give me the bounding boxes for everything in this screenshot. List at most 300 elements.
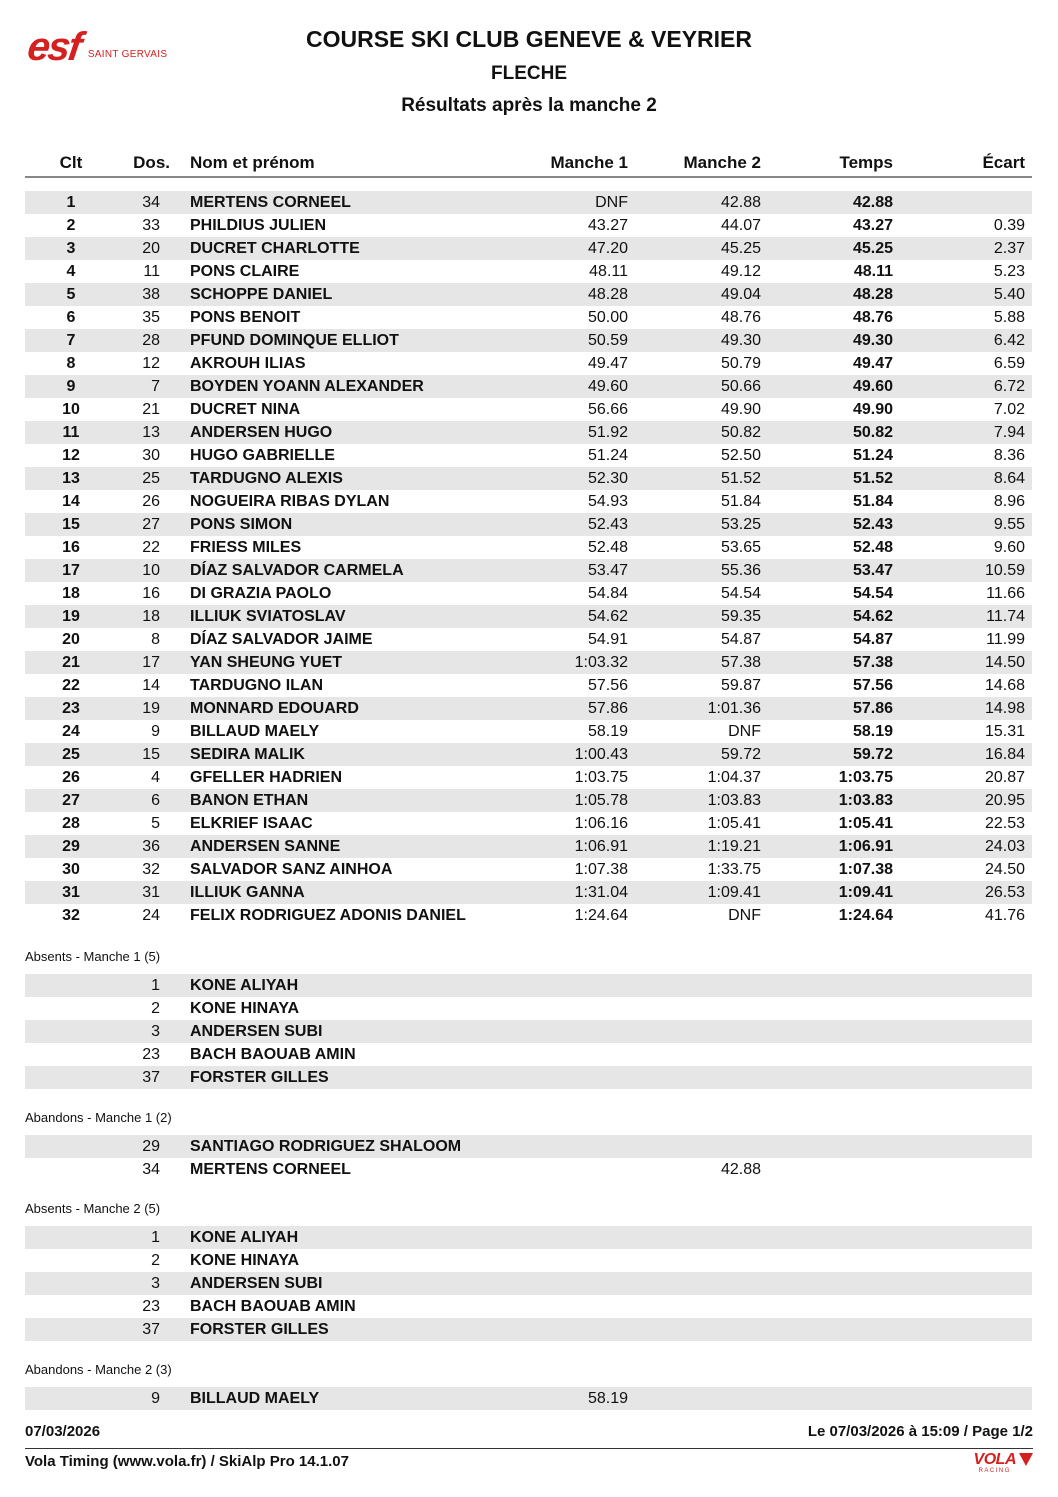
manche2-time: 50.82 — [720, 424, 761, 441]
result-row — [25, 835, 1032, 858]
rank: 24 — [62, 723, 80, 740]
rank: 9 — [66, 378, 76, 395]
result-row — [25, 513, 1032, 536]
result-row — [25, 651, 1032, 674]
bib-number: 16 — [142, 585, 160, 602]
time-gap: 22.53 — [984, 815, 1025, 832]
vola-logo — [974, 1451, 1033, 1477]
bib-number: 10 — [142, 562, 160, 579]
result-row — [25, 904, 1032, 927]
manche1-time: 47.20 — [587, 240, 628, 257]
competitor-name: SALVADOR SANZ AINHOA — [190, 861, 393, 878]
bib-number: 38 — [142, 286, 160, 303]
result-row — [25, 306, 1032, 329]
section-row — [25, 1066, 1032, 1089]
table-header — [25, 152, 1032, 178]
total-time: 45.25 — [852, 240, 893, 257]
bib-number: 4 — [151, 769, 160, 786]
competitor-name: AKROUH ILIAS — [190, 355, 306, 372]
manche1-time: 52.30 — [587, 470, 628, 487]
manche1-time: 57.56 — [587, 677, 628, 694]
competitor-name: DI GRAZIA PAOLO — [190, 585, 332, 602]
competitor-name: ANDERSEN SUBI — [190, 1023, 323, 1040]
result-row — [25, 214, 1032, 237]
bib-number: 32 — [142, 861, 160, 878]
manche1-time: 1:06.16 — [574, 815, 628, 832]
manche2-time: 44.07 — [720, 217, 761, 234]
competitor-name: ELKRIEF ISAAC — [190, 815, 313, 832]
rank: 22 — [62, 677, 80, 694]
competitor-name: FORSTER GILLES — [190, 1321, 329, 1338]
manche1-time: 53.47 — [587, 562, 628, 579]
competitor-name: PONS SIMON — [190, 516, 293, 533]
total-time: 1:09.41 — [838, 884, 893, 901]
bib-number: 13 — [142, 424, 160, 441]
time-gap: 8.64 — [993, 470, 1025, 487]
vola-logo-shield-icon — [1019, 1453, 1033, 1466]
manche2-time: 49.04 — [720, 286, 761, 303]
section-row — [25, 1226, 1032, 1249]
manche1-time: DNF — [595, 194, 628, 211]
manche2-time: 1:19.21 — [707, 838, 761, 855]
manche1-time: 54.91 — [587, 631, 628, 648]
competitor-name: BACH BAOUAB AMIN — [190, 1046, 356, 1063]
time-gap: 20.87 — [984, 769, 1025, 786]
manche1-time: 48.28 — [587, 286, 628, 303]
bib-number: 12 — [142, 355, 160, 372]
manche1-time: 1:03.75 — [574, 769, 628, 786]
bib-number: 11 — [143, 263, 160, 280]
manche2-time: 1:33.75 — [707, 861, 761, 878]
competitor-name: KONE ALIYAH — [190, 1229, 299, 1246]
manche1-time: 57.86 — [587, 700, 628, 717]
total-time: 48.11 — [853, 263, 893, 280]
time-gap: 9.60 — [993, 539, 1025, 556]
manche1-time: 50.00 — [587, 309, 628, 326]
section-table — [25, 974, 1032, 1089]
total-time: 49.90 — [852, 401, 893, 418]
footer-date: 07/03/2026 — [25, 1423, 101, 1440]
competitor-name: BANON ETHAN — [190, 792, 309, 809]
rank: 28 — [62, 815, 80, 832]
total-time: 53.47 — [852, 562, 893, 579]
total-time: 54.87 — [852, 631, 893, 648]
manche2-time: 59.87 — [720, 677, 761, 694]
manche1-time: 1:00.43 — [574, 746, 628, 763]
manche1-time: 1:06.91 — [574, 838, 628, 855]
rank: 3 — [66, 240, 76, 257]
rank: 20 — [62, 631, 80, 648]
col-header-clt: Clt — [59, 153, 83, 172]
competitor-name: NOGUEIRA RIBAS DYLAN — [190, 493, 390, 510]
competitor-name: KONE HINAYA — [190, 1000, 300, 1017]
time-gap: 16.84 — [984, 746, 1025, 763]
time-gap: 14.98 — [984, 700, 1025, 717]
bib-number: 37 — [142, 1069, 160, 1086]
rank: 32 — [62, 907, 80, 924]
competitor-name: ILLIUK GANNA — [190, 884, 305, 901]
total-time: 49.30 — [852, 332, 893, 349]
rank: 8 — [66, 355, 76, 372]
section-label: Absents - Manche 1 (5) — [25, 949, 161, 964]
bib-number: 23 — [142, 1298, 160, 1315]
category-title: FLECHE — [491, 63, 567, 84]
manche1-time: 56.66 — [587, 401, 628, 418]
total-time: 58.19 — [852, 723, 893, 740]
bib-number: 28 — [142, 332, 160, 349]
vola-logo-tagline: RACING — [978, 1468, 1011, 1474]
manche2-time: 1:04.37 — [707, 769, 761, 786]
result-row — [25, 605, 1032, 628]
total-time: 1:24.64 — [838, 907, 893, 924]
competitor-name: MERTENS CORNEEL — [190, 194, 351, 211]
bib-number: 14 — [142, 677, 160, 694]
bib-number: 31 — [142, 884, 160, 901]
esf-logo-mark: esf — [24, 25, 83, 69]
result-row — [25, 789, 1032, 812]
competitor-name: MONNARD EDOUARD — [190, 700, 359, 717]
competitor-name: BILLAUD MAELY — [190, 723, 320, 740]
manche1-time: 1:31.04 — [574, 884, 628, 901]
time-gap: 14.50 — [984, 654, 1025, 671]
rank: 26 — [62, 769, 80, 786]
rank: 25 — [62, 746, 80, 763]
section-row — [25, 1135, 1032, 1158]
time-gap: 8.36 — [993, 447, 1025, 464]
col-header-name: Nom et prénom — [190, 153, 315, 172]
total-time: 48.28 — [852, 286, 893, 303]
manche1-time: 54.84 — [587, 585, 628, 602]
manche1-time: 49.60 — [587, 378, 628, 395]
section-table — [25, 1387, 1032, 1410]
section-row — [25, 1318, 1032, 1341]
section-label: Absents - Manche 2 (5) — [25, 1201, 161, 1216]
section-table — [25, 1135, 1032, 1181]
competitor-name: DUCRET NINA — [190, 401, 301, 418]
bib-number: 22 — [142, 539, 160, 556]
manche2-time: 53.65 — [720, 539, 761, 556]
total-time: 51.24 — [852, 447, 893, 464]
rank: 6 — [66, 309, 76, 326]
bib-number: 34 — [142, 1161, 160, 1178]
manche2-time: 53.25 — [720, 516, 761, 533]
col-header-manche1: Manche 1 — [550, 153, 628, 172]
result-row — [25, 352, 1032, 375]
time-gap: 7.02 — [993, 401, 1025, 418]
time-gap: 0.39 — [993, 217, 1025, 234]
section-table — [25, 1226, 1032, 1341]
total-time: 42.88 — [852, 194, 893, 211]
rank: 14 — [62, 493, 80, 510]
bib-number: 35 — [142, 309, 160, 326]
section-row — [25, 1387, 1032, 1410]
competitor-name: FELIX RODRIGUEZ ADONIS DANIEL — [190, 907, 466, 924]
bib-number: 25 — [142, 470, 160, 487]
total-time: 1:03.83 — [838, 792, 893, 809]
time-gap: 11.74 — [986, 608, 1025, 625]
manche1-time: 52.43 — [587, 516, 628, 533]
total-time: 57.86 — [852, 700, 893, 717]
bib-number: 30 — [142, 447, 160, 464]
manche2-time: 54.87 — [720, 631, 761, 648]
competitor-name: SANTIAGO RODRIGUEZ SHALOOM — [190, 1138, 462, 1155]
result-row — [25, 398, 1032, 421]
time-gap: 24.50 — [984, 861, 1025, 878]
rank: 13 — [62, 470, 80, 487]
result-row — [25, 582, 1032, 605]
rank: 30 — [62, 861, 80, 878]
manche2-time: 59.72 — [720, 746, 761, 763]
time-gap: 7.94 — [993, 424, 1025, 441]
rank: 5 — [66, 286, 76, 303]
section-row — [25, 997, 1032, 1020]
manche1-time: 1:07.38 — [574, 861, 628, 878]
result-row — [25, 858, 1032, 881]
manche2-time: 57.38 — [720, 654, 761, 671]
total-time: 59.72 — [852, 746, 893, 763]
time-gap: 5.23 — [993, 263, 1025, 280]
competitor-name: ANDERSEN SANNE — [190, 838, 341, 855]
manche1-time: 54.93 — [587, 493, 628, 510]
bib-number: 7 — [151, 378, 160, 395]
competitor-name: TARDUGNO ILAN — [190, 677, 324, 694]
competitor-name: PONS BENOIT — [190, 309, 301, 326]
competitor-name: KONE ALIYAH — [190, 977, 299, 994]
competitor-name: DUCRET CHARLOTTE — [190, 240, 360, 257]
manche1-time: 52.48 — [587, 539, 628, 556]
manche1-time: 51.24 — [587, 447, 628, 464]
manche1-time: 48.11 — [589, 263, 628, 280]
competitor-name: ANDERSEN HUGO — [190, 424, 333, 441]
section-row — [25, 1249, 1032, 1272]
result-row — [25, 490, 1032, 513]
time-gap: 10.59 — [984, 562, 1025, 579]
competitor-name: SCHOPPE DANIEL — [190, 286, 333, 303]
bib-number: 29 — [142, 1138, 160, 1155]
time-gap: 15.31 — [984, 723, 1025, 740]
competitor-name: HUGO GABRIELLE — [190, 447, 335, 464]
section-row — [25, 1295, 1032, 1318]
result-row — [25, 881, 1032, 904]
manche1-time: 51.92 — [587, 424, 628, 441]
bib-number: 3 — [151, 1275, 160, 1292]
manche1-time: 1:03.32 — [574, 654, 628, 671]
manche2-time: 51.84 — [720, 493, 761, 510]
manche2-time: 49.12 — [720, 263, 761, 280]
vola-logo-wordmark — [974, 1451, 1016, 1475]
manche1-time: 1:05.78 — [574, 792, 628, 809]
bib-number: 3 — [151, 1023, 160, 1040]
manche2-time: 45.25 — [720, 240, 761, 257]
competitor-name: FRIESS MILES — [190, 539, 302, 556]
result-row — [25, 283, 1032, 306]
manche2-time: 49.90 — [720, 401, 761, 418]
col-header-manche2: Manche 2 — [683, 153, 761, 172]
time-gap: 41.76 — [984, 907, 1025, 924]
rank: 12 — [62, 447, 80, 464]
time-gap: 6.72 — [993, 378, 1025, 395]
manche2-time: DNF — [728, 907, 761, 924]
bib-number: 1 — [151, 977, 160, 994]
total-time: 1:03.75 — [838, 769, 893, 786]
rank: 17 — [62, 562, 80, 579]
total-time: 1:06.91 — [838, 838, 893, 855]
total-time: 49.47 — [852, 355, 893, 372]
manche2-time: 50.66 — [720, 378, 761, 395]
total-time: 48.76 — [852, 309, 893, 326]
bib-number: 1 — [151, 1229, 160, 1246]
manche1-time: 58.19 — [587, 723, 628, 740]
time-gap: 5.40 — [993, 286, 1025, 303]
footer-print-info: Le 07/03/2026 à 15:09 / Page 1/2 — [807, 1423, 1033, 1440]
rank: 29 — [62, 838, 80, 855]
time-gap: 9.55 — [993, 516, 1025, 533]
competitor-name: GFELLER HADRIEN — [190, 769, 342, 786]
col-header-temps: Temps — [839, 153, 893, 172]
total-time: 1:05.41 — [838, 815, 893, 832]
manche1-time: 50.59 — [587, 332, 628, 349]
bib-number: 20 — [142, 240, 160, 257]
result-row — [25, 674, 1032, 697]
total-time: 50.82 — [852, 424, 893, 441]
total-time: 54.62 — [852, 608, 893, 625]
result-row — [25, 697, 1032, 720]
time-gap: 6.42 — [993, 332, 1025, 349]
total-time: 52.43 — [852, 516, 893, 533]
competitor-name: YAN SHEUNG YUET — [190, 654, 343, 671]
time-gap: 20.95 — [984, 792, 1025, 809]
manche2-time: 49.30 — [720, 332, 761, 349]
rank: 11 — [62, 424, 80, 441]
competitor-name: ANDERSEN SUBI — [190, 1275, 323, 1292]
manche2-time: 55.36 — [720, 562, 761, 579]
section-label: Abandons - Manche 2 (3) — [25, 1362, 172, 1377]
rank: 7 — [66, 332, 76, 349]
bib-number: 15 — [142, 746, 160, 763]
bib-number: 36 — [142, 838, 160, 855]
vola-logo-text: VOLA — [973, 1451, 1016, 1468]
bib-number: 26 — [142, 493, 160, 510]
manche1-time: 1:24.64 — [574, 907, 628, 924]
result-row — [25, 191, 1032, 214]
manche2-time: 59.35 — [720, 608, 761, 625]
total-time: 1:07.38 — [838, 861, 893, 878]
rank: 1 — [66, 194, 76, 211]
result-row — [25, 444, 1032, 467]
manche2-time: 1:03.83 — [707, 792, 761, 809]
manche2-time: 52.50 — [720, 447, 761, 464]
manche1-time: 49.47 — [587, 355, 628, 372]
time-gap: 11.66 — [986, 585, 1025, 602]
result-row — [25, 467, 1032, 490]
bib-number: 2 — [151, 1252, 160, 1269]
results-table — [25, 191, 1032, 927]
competitor-name: DÍAZ SALVADOR CARMELA — [190, 562, 404, 579]
rank: 19 — [62, 608, 80, 625]
time-gap: 8.96 — [993, 493, 1025, 510]
section-row — [25, 1158, 1032, 1181]
manche2-time: 51.52 — [720, 470, 761, 487]
rank: 23 — [62, 700, 80, 717]
result-row — [25, 536, 1032, 559]
competitor-name: BILLAUD MAELY — [190, 1390, 320, 1407]
total-time: 57.38 — [852, 654, 893, 671]
time-gap: 11.99 — [986, 631, 1025, 648]
manche2-time: 54.54 — [720, 585, 761, 602]
section-label: Abandons - Manche 1 (2) — [25, 1110, 172, 1125]
manche2-time: DNF — [728, 723, 761, 740]
footer-software: Vola Timing (www.vola.fr) / SkiAlp Pro 14.1.07 — [25, 1453, 349, 1470]
manche2-time: 1:05.41 — [707, 815, 761, 832]
bib-number: 18 — [142, 608, 160, 625]
result-row — [25, 260, 1032, 283]
manche1-time: 43.27 — [587, 217, 628, 234]
bib-number: 9 — [151, 723, 160, 740]
bib-number: 19 — [142, 700, 160, 717]
competitor-name: ILLIUK SVIATOSLAV — [190, 608, 346, 625]
rank: 18 — [62, 585, 80, 602]
bib-number: 23 — [142, 1046, 160, 1063]
page-title: COURSE SKI CLUB GENEVE & VEYRIER — [305, 26, 753, 52]
manche2-time: 1:09.41 — [707, 884, 761, 901]
time-gap: 14.68 — [984, 677, 1025, 694]
bib-number: 27 — [142, 516, 160, 533]
result-row — [25, 720, 1032, 743]
rank: 27 — [62, 792, 80, 809]
competitor-name: PHILDIUS JULIEN — [190, 217, 327, 234]
manche2-time: 42.88 — [720, 194, 761, 211]
footer-divider — [25, 1448, 1033, 1449]
competitor-name: PONS CLAIRE — [190, 263, 300, 280]
total-time: 51.84 — [852, 493, 893, 510]
manche1-time: 58.19 — [587, 1390, 628, 1407]
section-row — [25, 1272, 1032, 1295]
competitor-name: KONE HINAYA — [190, 1252, 300, 1269]
bib-number: 9 — [151, 1390, 160, 1407]
result-row — [25, 766, 1032, 789]
rank: 2 — [66, 217, 76, 234]
total-time: 49.60 — [852, 378, 893, 395]
bib-number: 2 — [151, 1000, 160, 1017]
rank: 31 — [62, 884, 80, 901]
manche2-time: 48.76 — [720, 309, 761, 326]
competitor-name: FORSTER GILLES — [190, 1069, 329, 1086]
total-time: 57.56 — [852, 677, 893, 694]
manche2-time: 50.79 — [720, 355, 761, 372]
result-row — [25, 421, 1032, 444]
rank: 10 — [62, 401, 80, 418]
total-time: 54.54 — [852, 585, 893, 602]
competitor-name: TARDUGNO ALEXIS — [190, 470, 343, 487]
competitor-name: BACH BAOUAB AMIN — [190, 1298, 356, 1315]
time-gap: 2.37 — [993, 240, 1025, 257]
result-row — [25, 628, 1032, 651]
rank: 21 — [62, 654, 80, 671]
total-time: 51.52 — [852, 470, 893, 487]
time-gap: 24.03 — [984, 838, 1025, 855]
bib-number: 17 — [142, 654, 160, 671]
bib-number: 24 — [142, 907, 160, 924]
result-row — [25, 559, 1032, 582]
rank: 16 — [62, 539, 80, 556]
result-row — [25, 812, 1032, 835]
result-row — [25, 743, 1032, 766]
result-row — [25, 329, 1032, 352]
manche2-time: 1:01.36 — [707, 700, 761, 717]
time-gap: 5.88 — [993, 309, 1025, 326]
section-row — [25, 974, 1032, 997]
total-time: 43.27 — [852, 217, 893, 234]
